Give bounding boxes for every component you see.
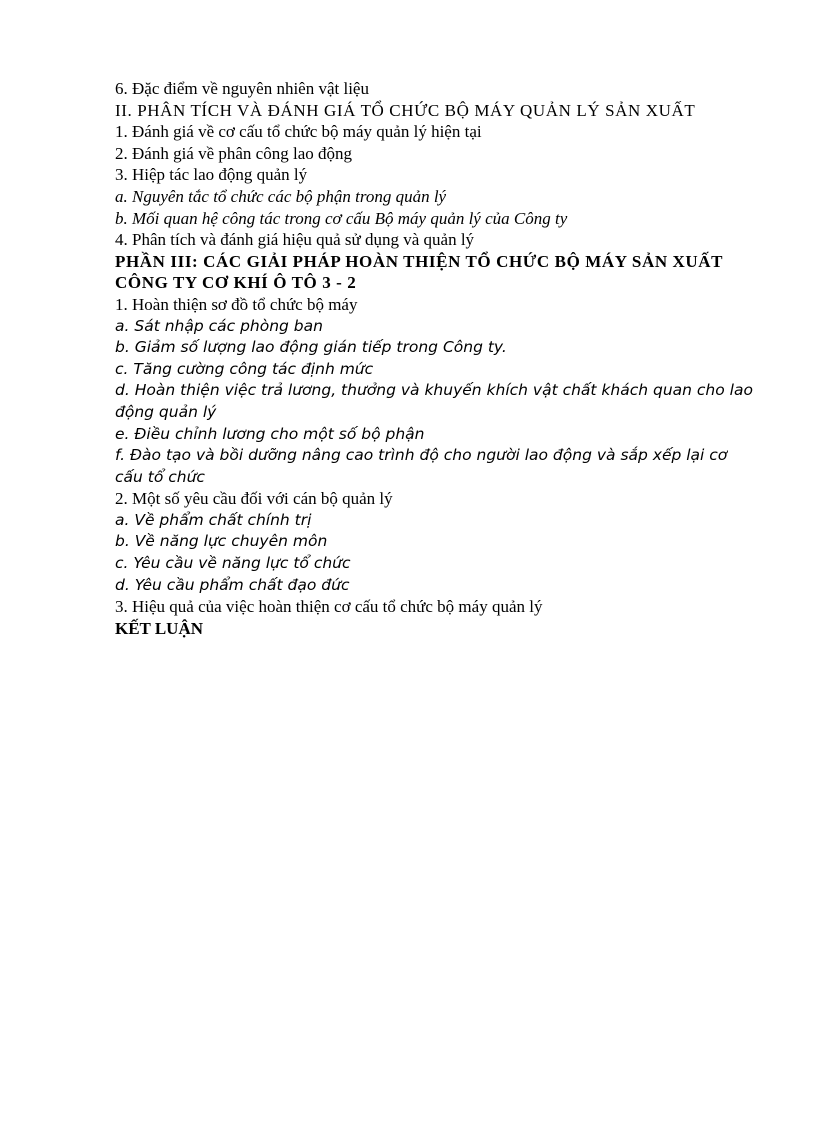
toc-item-raw-materials: 6. Đặc điểm về nguyên nhiên vật liệu bbox=[115, 79, 369, 98]
toc-item-manager-requirements: 2. Một số yêu cầu đối với cán bộ quản lý bbox=[115, 489, 393, 509]
toc-subitem-salary-incentives: d. Hoàn thiện việc trả lương, thưởng và khuyến khích vật chất khách quan cho lao động quản lý bbox=[115, 381, 753, 421]
toc-subitem-salary-adjustment: e. Điều chỉnh lương cho một số bộ phận bbox=[115, 424, 425, 443]
toc-section-ii-heading: II. PHÂN TÍCH VÀ ĐÁNH GIÁ TỔ CHỨC BỘ MÁY QUẢN LÝ SẢN XUẤT bbox=[115, 100, 696, 120]
toc-part-iii-heading: PHẦN III: CÁC GIẢI PHÁP HOÀN THIỆN TỔ CHỨC BỘ MÁY SẢN XUẤT CÔNG TY CƠ KHÍ Ô TÔ 3 - 2 bbox=[115, 251, 723, 293]
toc-subitem-work-relations: b. Mối quan hệ công tác trong cơ cấu Bộ máy quản lý của Công ty bbox=[115, 208, 568, 228]
toc-subitem-organizational-capacity: c. Yêu cầu về năng lực tổ chức bbox=[115, 554, 351, 573]
toc-item-management-cooperation: 3. Hiệp tác lao động quản lý bbox=[115, 165, 308, 185]
table-of-contents bbox=[115, 78, 755, 639]
toc-item-labor-division: 2. Đánh giá về phân công lao động bbox=[115, 143, 352, 163]
toc-subitem-training: f. Đào tạo và bồi dưỡng nâng cao trình độ cho người lao động và sắp xếp lại cơ cấu tổ chức bbox=[115, 446, 728, 486]
toc-subitem-merge-departments: a. Sát nhập các phòng ban bbox=[115, 316, 323, 335]
toc-subitem-organization-principles: a. Nguyên tắc tổ chức các bộ phận trong quản lý bbox=[115, 186, 447, 206]
toc-item-efficiency-analysis: 4. Phân tích và đánh giá hiệu quả sử dụng và quản lý bbox=[115, 230, 475, 250]
toc-subitem-professional-capacity: b. Về năng lực chuyên môn bbox=[115, 532, 328, 551]
toc-subitem-ethics: d. Yêu cầu phẩm chất đạo đức bbox=[115, 575, 350, 594]
toc-subitem-political-quality: a. Về phẩm chất chính trị bbox=[115, 510, 312, 529]
toc-item-structure-evaluation: 1. Đánh giá về cơ cấu tổ chức bộ máy quản lý hiện tại bbox=[115, 122, 482, 142]
toc-item-improvement-efficiency: 3. Hiệu quả của việc hoàn thiện cơ cấu tổ chức bộ máy quản lý bbox=[115, 597, 543, 617]
toc-conclusion-heading: KẾT LUẬN bbox=[115, 618, 204, 638]
toc-item-complete-org-chart: 1. Hoàn thiện sơ đồ tổ chức bộ máy bbox=[115, 294, 358, 314]
toc-subitem-reduce-indirect-labor: b. Giảm số lượng lao động gián tiếp trong Công ty. bbox=[115, 338, 507, 357]
toc-subitem-norms: c. Tăng cường công tác định mức bbox=[115, 359, 374, 378]
